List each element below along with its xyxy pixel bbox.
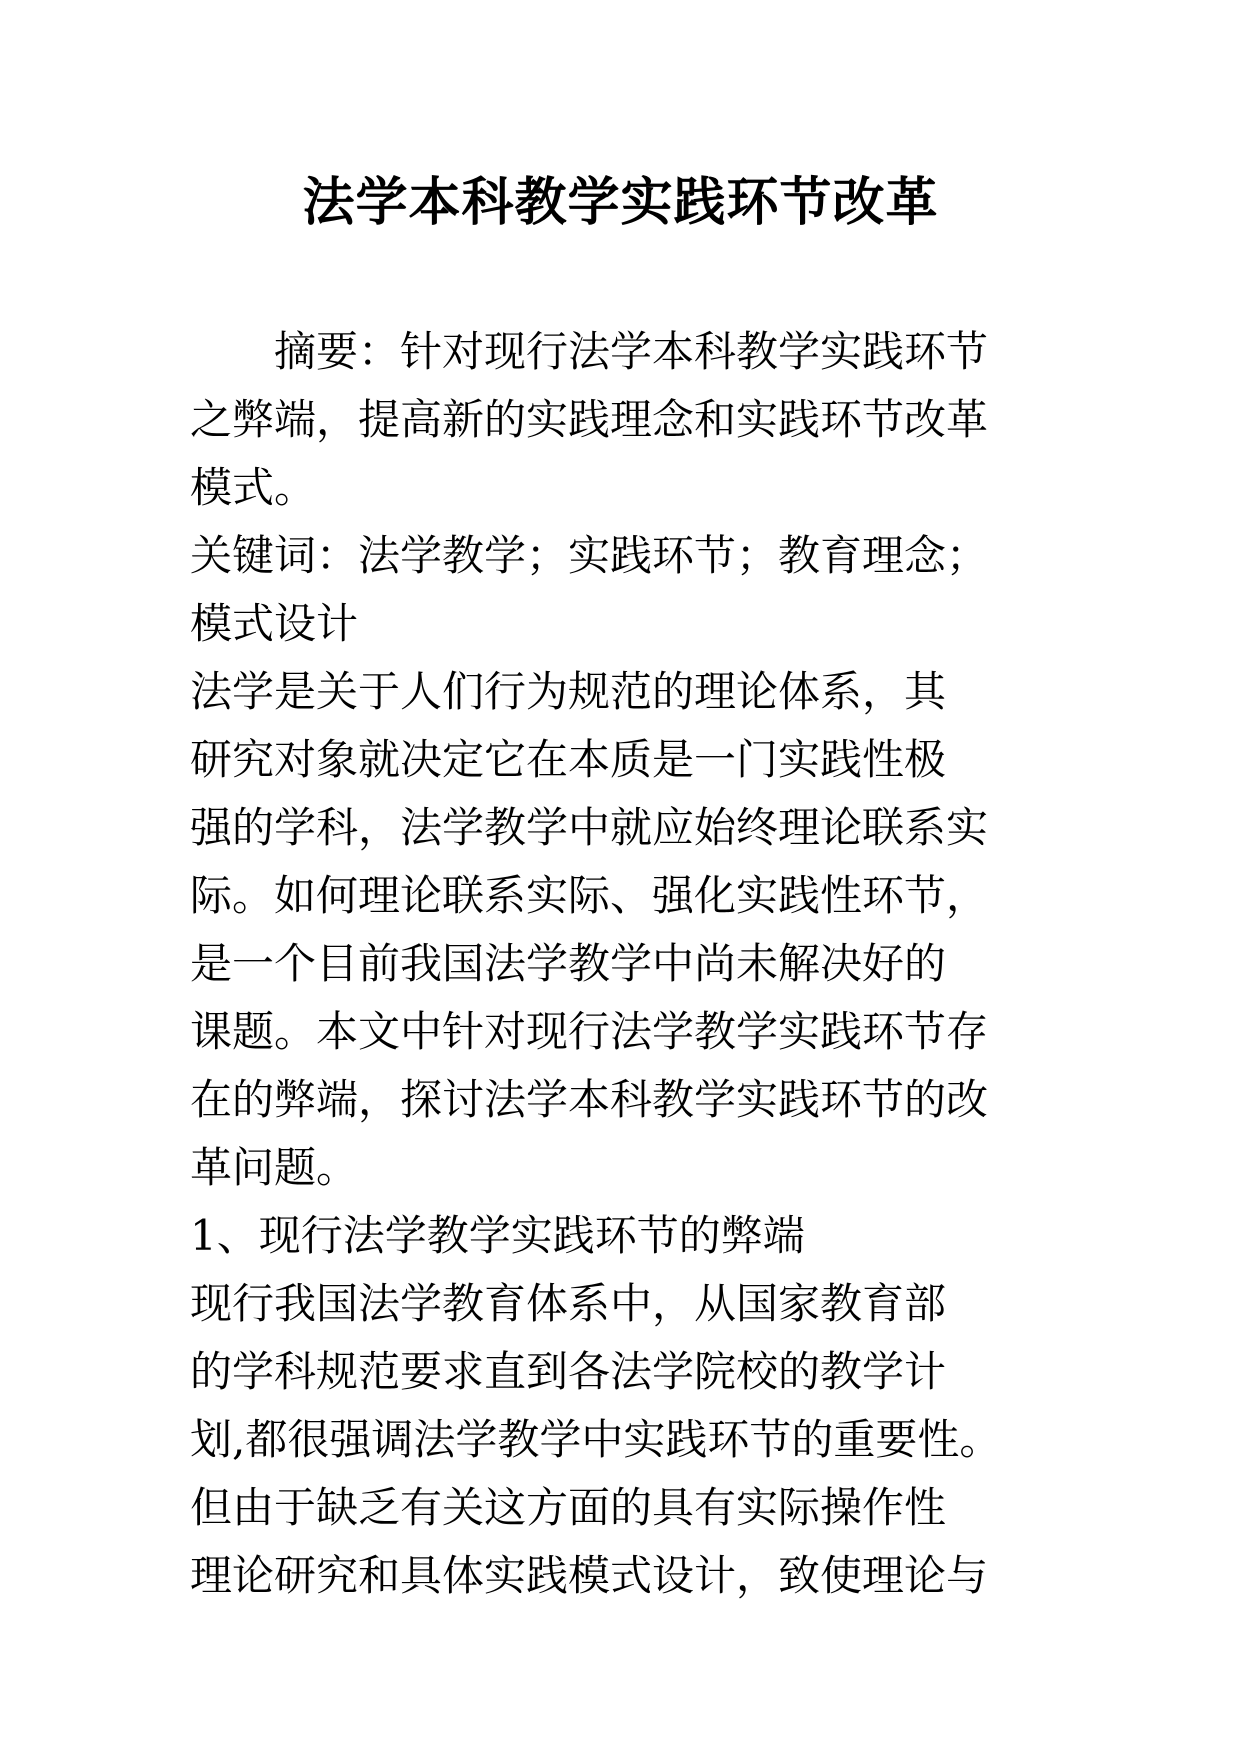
- text-line: 现行我国法学教育体系中，从国家教育部: [190, 1279, 947, 1328]
- text-line: 理论研究和具体实践模式设计，致使理论与: [190, 1551, 989, 1600]
- text-line: 关键词：法学教学；实践环节；教育理念；: [190, 531, 989, 580]
- text-line: 是一个目前我国法学教学中尚未解决好的: [190, 939, 947, 988]
- text-line: 革问题。: [190, 1143, 359, 1192]
- text-line: 但由于缺乏有关这方面的具有实际操作性: [190, 1483, 947, 1532]
- text-line: 模式。: [190, 463, 317, 512]
- document-body: [190, 318, 1090, 1610]
- text-line: 模式设计: [190, 599, 359, 648]
- text-line: 在的弊端，探讨法学本科教学实践环节的改: [190, 1075, 989, 1124]
- text-line: 强的学科，法学教学中就应始终理论联系实: [190, 803, 989, 852]
- text-line: 法学是关于人们行为规范的理论体系，其: [190, 667, 947, 716]
- text-line: 摘要：针对现行法学本科教学实践环节: [190, 327, 989, 376]
- section-heading: 1、现行法学教学实践环节的弊端: [190, 1211, 805, 1260]
- text-line: 划,都很强调法学教学中实践环节的重要性。: [190, 1415, 1002, 1464]
- text-line: 研究对象就决定它在本质是一门实践性极: [190, 735, 947, 784]
- text-line: 际。如何理论联系实际、强化实践性环节，: [190, 871, 989, 920]
- text-line: 之弊端，提高新的实践理念和实践环节改革: [190, 395, 989, 444]
- document-title: 法学本科教学实践环节改革: [302, 172, 939, 233]
- text-line: 的学科规范要求直到各法学院校的教学计: [190, 1347, 947, 1396]
- text-line: 课题。本文中针对现行法学教学实践环节存: [190, 1007, 989, 1056]
